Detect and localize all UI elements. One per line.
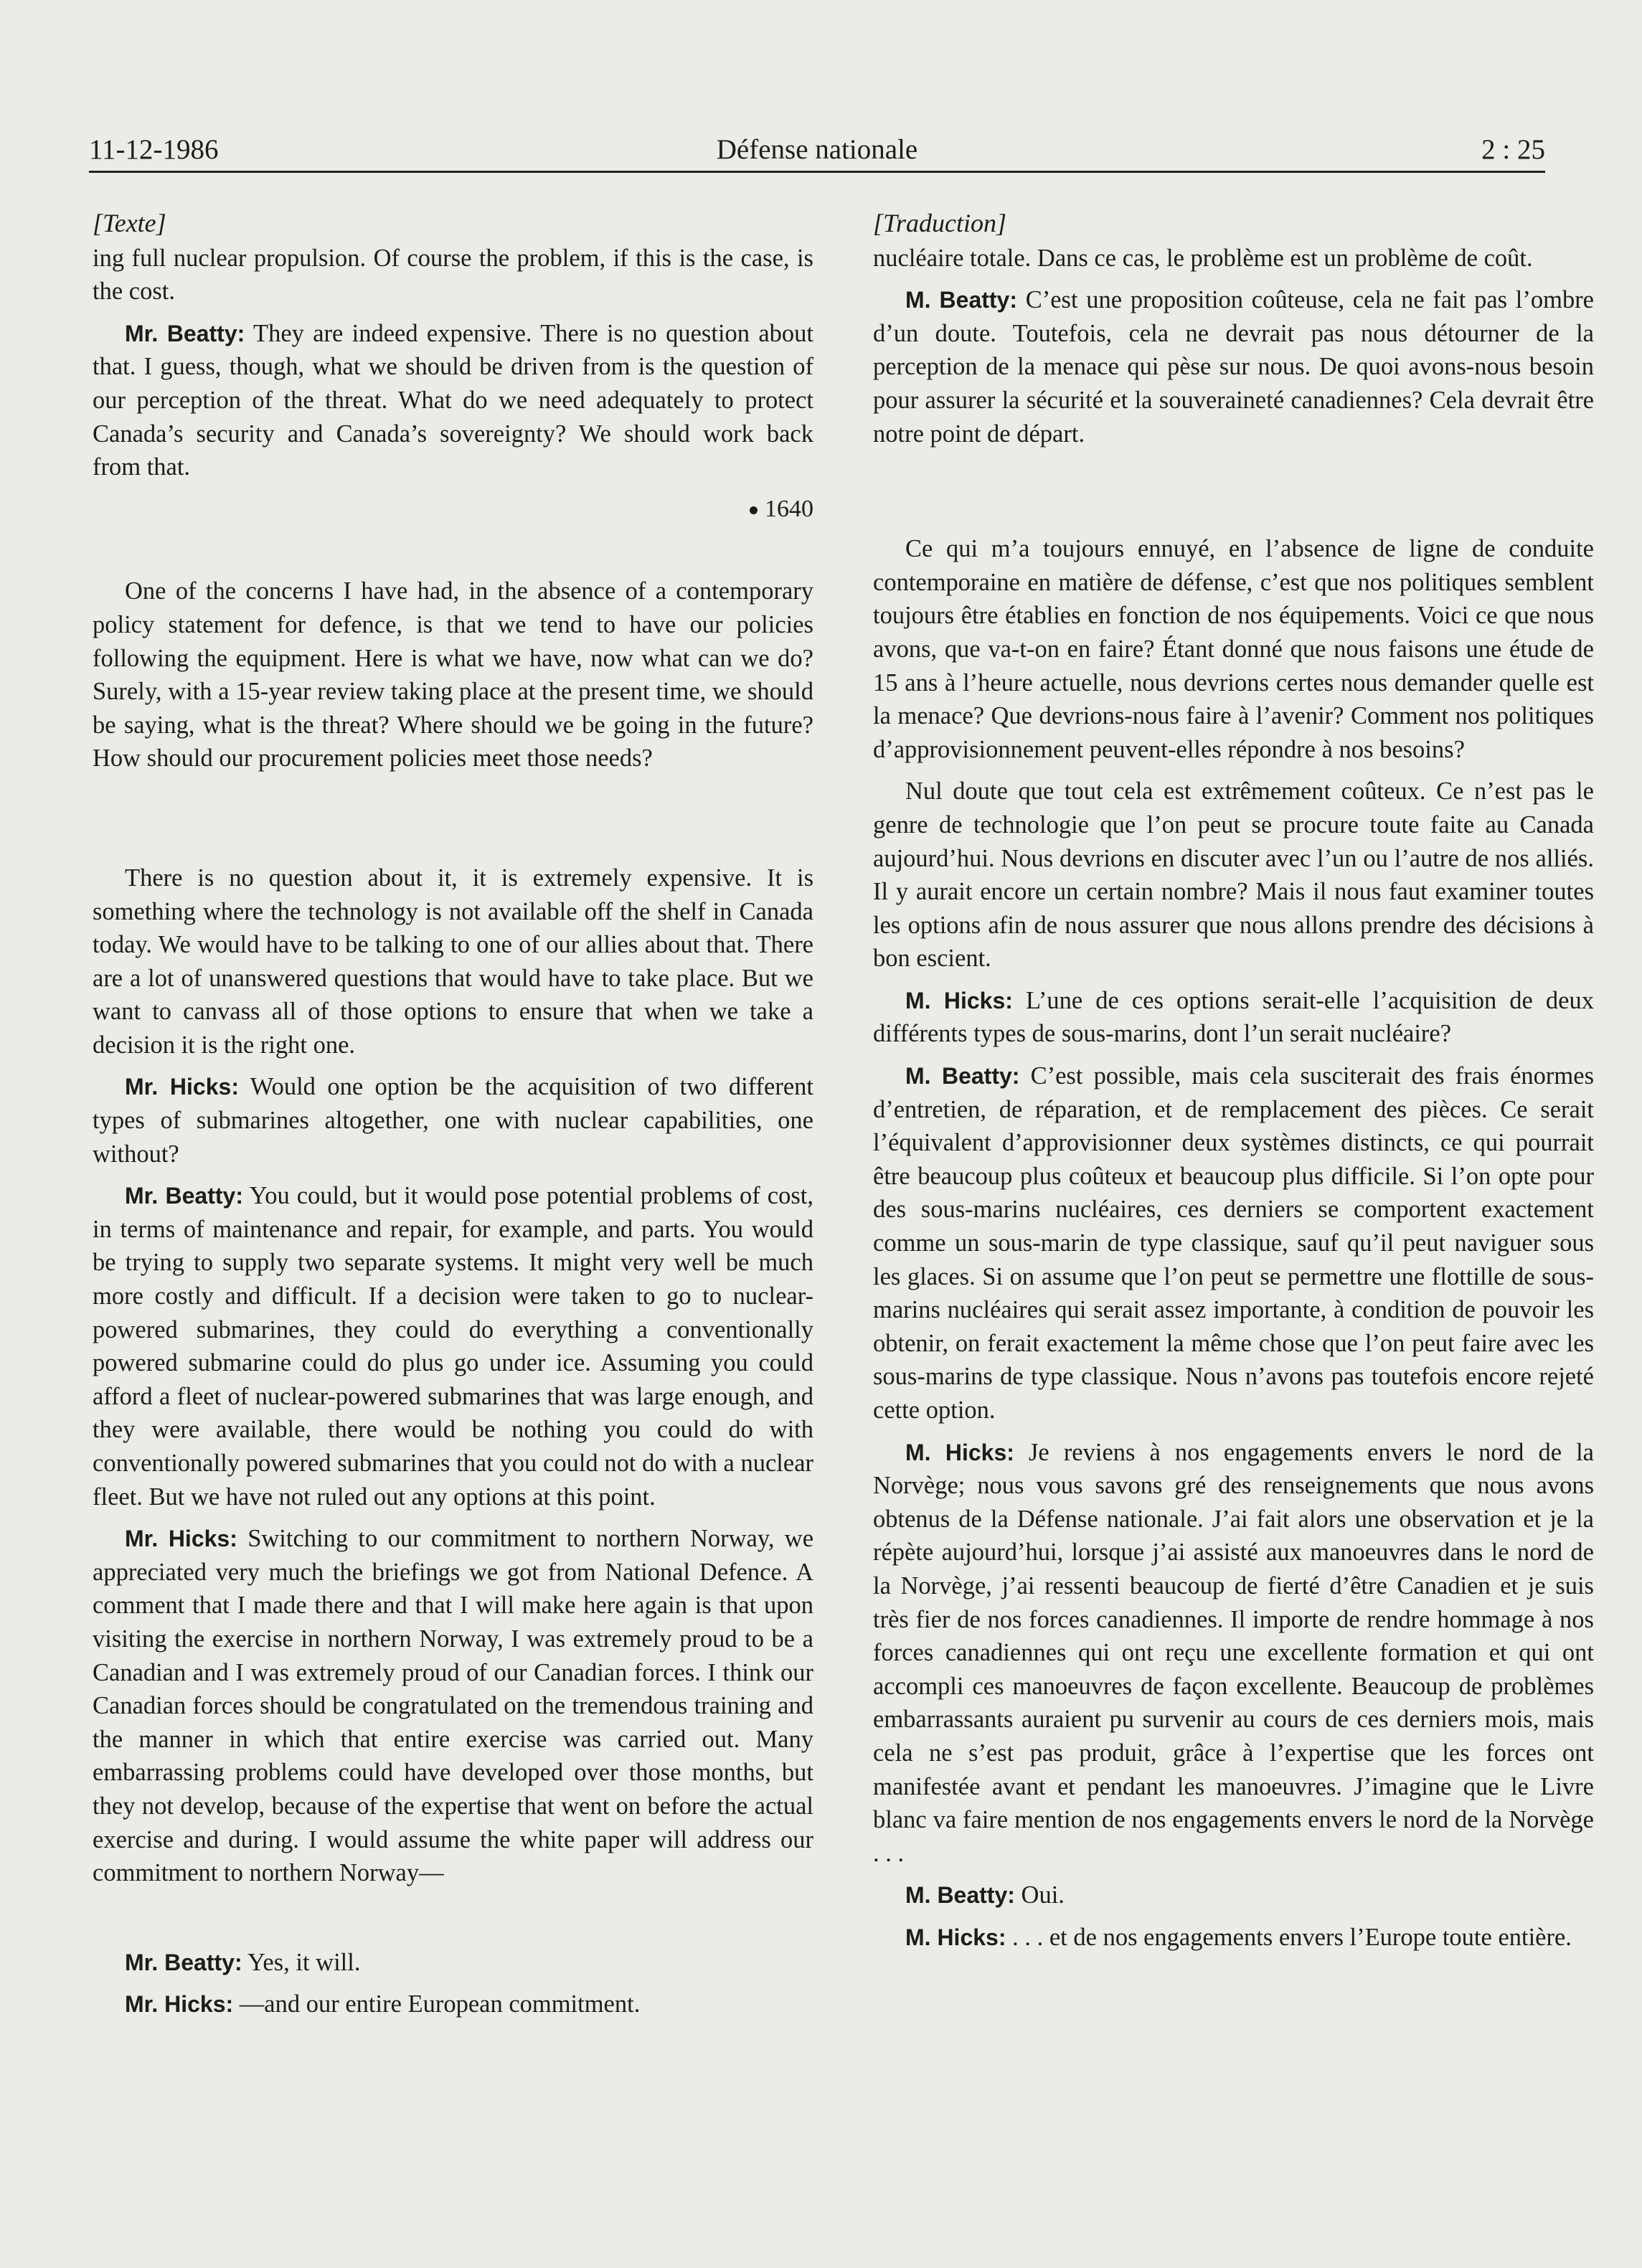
paragraph: ing full nuclear propulsion. Of course the problem, if this is the case, is the cost. [93,244,813,306]
paragraph: One of the concerns I have had, in the absence of a contemporary policy statement for defence, is that we tend to have our policies following the equipment. Here is what we have, now what can we do? Surely, with a 15-year review taking place at the present time, we should be saying, what is the threat? Where should we be going in the future? How should our procurement policies meet those needs? [93,577,813,772]
paragraph-text: Je reviens à nos engagements envers le nord de la Norvège; nous vous savons gré des renseignements que nous avons obtenus de la Défense nationale. J’ai fait alors une observation et je la répète aujourd’hui, lorsque j’ai assisté aux manoeuvres dans le nord de la Norvège, j’ai ressenti beaucoup de fierté d’être Canadien et je suis très fier de nos forces canadiennes. Il importe de rendre hommage à nos forces canadiennes qui ont reçu une excellente formation et qui ont accompli ces manoeuvres de façon excellente. Beaucoup de problèmes embarrassants auraient pu survenir au cours de ces derniers mois, mais cela ne s’est pas produit, grâce à l’expertise que les forces ont manifestée avant et pendant les manoeuvres. J’imagine que le Livre blanc va faire mention de nos engagements envers le nord de la Norvège . . . [873,1438,1595,1867]
paragraph: There is no question about it, it is extremely expensive. It is something where the technology is not available off the shelf in Canada today. We would have to be talking to one of our allies about that. There are a lot of unanswered questions that would have to take place. But we want to canvass all of those options to ensure that when we take a decision it is the right one. [93,864,813,1059]
paragraph [93,1988,813,2021]
speaker-name: Mr. Beatty: [125,1949,242,1975]
paragraph: Nul doute que tout cela est extrêmement coûteux. Ce n’est pas le genre de technologie que l’on peut se procure toute faite au Canada aujourd’hui. Nous devrions en discuter avec l’un ou l’autre de nos alliés. Il y aurait encore un certain nombre? Mais il nous faut examiner toutes les options afin de nous assurer que nous allons prendre des décisions à bon escient. [873,778,1594,973]
paragraph-text: Switching to our commitment to northern Norway, we appreciated very much the briefings we got from National Defence. A comment that I made there and that I will make here again is that upon visiting the exercise in northern Norway, I was extremely proud to be a Canadian and I was extremely proud of our Canadian forces. I think our Canadian forces should be congratulated on the tremendous training and the manner in which that entire exercise was carried out. Many embarrassing problems could have developed over those months, but they not develop, because of the expertise that went on before the actual exercise and during. I would assume the white paper will address our commitment to northern Norway— [93,1525,814,1887]
paragraph-text: Would one option be the acquisition of two different types of submarines altogether, one with nuclear capabilities, one without? [93,1073,813,1168]
paragraph [873,283,1594,450]
time-marker-text: 1640 [765,495,813,522]
paragraph [873,1921,1594,1955]
section-tag-texte: [Texte] [93,209,166,237]
paragraph [93,1946,813,1980]
header-page-number: 2 : 25 [1481,134,1545,165]
speaker-name: Mr. Hicks: [125,1526,237,1552]
time-marker [93,493,813,526]
french-column [873,207,1594,1963]
paragraph [93,1179,813,1513]
paragraph-text: C’est une proposition coûteuse, cela ne fait pas l’ombre d’un doute. Toutefois, cela ne devrait pas nous détourner de la perception de la menace qui pèse sur nous. De quoi avons-nous besoin pour assurer la sécurité et la souveraineté canadiennes? Cela devrait être notre point de départ. [873,286,1595,448]
paragraph-text: —and our entire European commitment. [233,1990,641,2018]
speaker-name: Mr. Hicks: [125,1991,234,2018]
english-column [93,207,813,2030]
paragraph-text: . . . et de nos engagements envers l’Europe toute entière. [1006,1923,1572,1951]
paragraph [873,1879,1594,1912]
header-date: 11-12-1986 [89,134,219,165]
speaker-name: Mr. Hicks: [125,1074,239,1100]
paragraph [93,1070,813,1171]
paragraph-text: C’est possible, mais cela susciterait des frais énormes d’entretien, de réparation, et de remplacement des pièces. Ce serait l’équivalent d’approvisionner deux systèmes distincts, ce qui pourrait être beaucoup plus coûteux et beaucoup plus difficile. Si l’on opte pour des sous-marins nucléaires, ces derniers se comportent exactement comme un sous-marin de type classique, sauf qu’il peut naviguer sous les glaces. Si on assume que l’on peut se permettre une flottille de sous-marins nucléaires qui serait assez importante, à condition de pouvoir les obtenir, on ferait exactement la même chose que l’on peut faire avec les sous-marins de type classique. Nous n’avons pas toutefois encore rejeté cette option. [873,1062,1594,1424]
paragraph-text: L’une de ces options serait-elle l’acquisition de deux différents types de sous-marins, dont l’un serait nucléaire? [873,986,1594,1048]
bullet-icon [750,506,758,514]
section-tag-traduction: [Traduction] [873,209,1007,237]
paragraph [873,984,1594,1051]
paragraph [873,1059,1594,1427]
paragraph-text: You could, but it would pose potential problems of cost, in terms of maintenance and repair, for example, and parts. You would be trying to supply two separate systems. It might very well be much more costly and difficult. If a decision were taken to go to nuclear-powered submarines, they could do everything a conventionally powered submarine could do plus go under ice. Assuming you could afford a fleet of nuclear-powered submarines that was large enough, and they were available, there would be nothing you could do with conventionally powered submarines that you could not do with a nuclear fleet. But we have not ruled out any options at this point. [93,1182,813,1511]
speaker-name: M. Hicks: [905,987,1013,1013]
paragraph-text: Oui. [1014,1881,1065,1909]
speaker-name: M. Beatty: [905,1063,1020,1090]
header-title: Défense nationale [716,134,918,165]
paragraph-text: They are indeed expensive. There is no question about that. I guess, though, what we should be driven from is the question of our perception of the threat. What do we need adequately to protect Canada’s security and Canada’s sovereignty? We should work back from that. [93,319,814,481]
speaker-name: M. Hicks: [905,1439,1014,1465]
paragraph [93,317,813,484]
paragraph: nucléaire totale. Dans ce cas, le problème est un problème de coût. [873,244,1533,272]
speaker-name: M. Beatty: [905,287,1018,313]
speaker-name: M. Beatty: [905,1882,1015,1909]
paragraph [873,1436,1594,1871]
paragraph-text: Yes, it will. [242,1948,361,1976]
page-header [89,133,1545,173]
paragraph [93,1522,813,1890]
speaker-name: M. Hicks: [905,1924,1006,1950]
paragraph: Ce qui m’a toujours ennuyé, en l’absence de ligne de conduite contemporaine en matière de défense, c’est que nos politiques semblent toujours être établies en fonction de nos équipements. Voici ce que nous avons, que va-t-on en faire? Étant donné que nous faisons une étude de 15 ans à l’heure actuelle, nous devrions certes nous demander quelle est la menace? Que devrions-nous faire à l’avenir? Comment nos politiques d’approvisionnement peuvent-elles répondre à nos besoins? [873,535,1594,763]
speaker-name: Mr. Beatty: [125,320,245,346]
speaker-name: Mr. Beatty: [125,1183,243,1209]
